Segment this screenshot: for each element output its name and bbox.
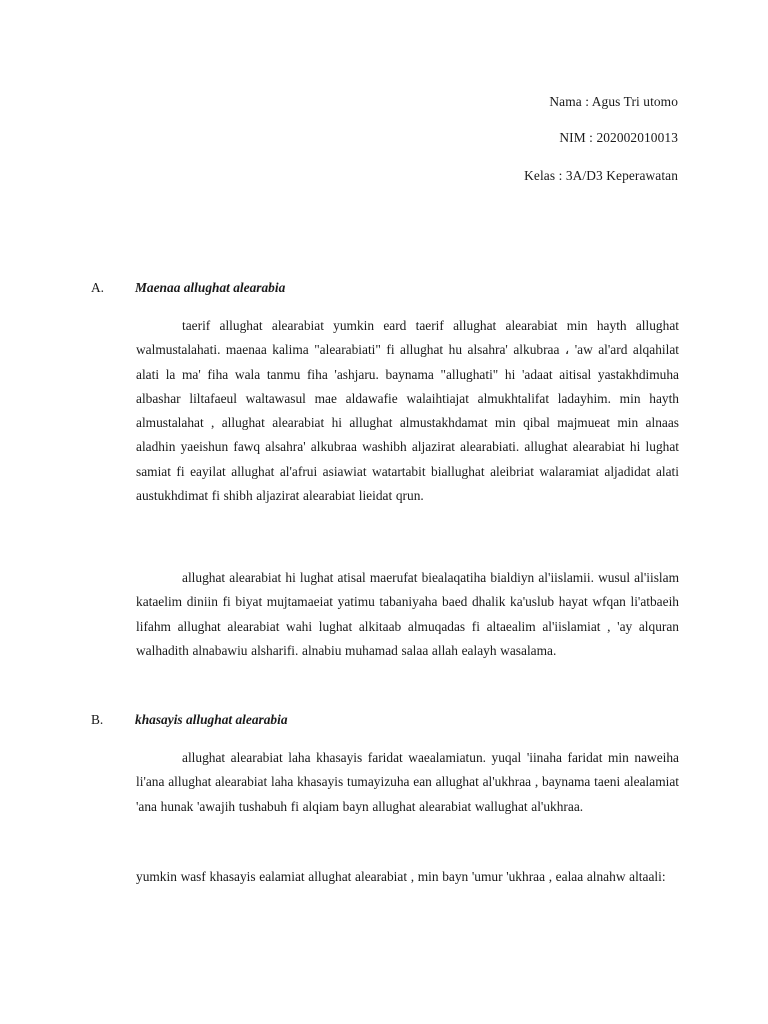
student-nim: NIM : 202002010013 bbox=[559, 130, 678, 145]
section-b-paragraph-2: yumkin wasf khasayis ealamiat allughat alearabiat , min bayn 'umur 'ukhraa , ealaa alnahw altaali: bbox=[136, 869, 666, 884]
section-b-paragraph-1: allughat alearabiat laha khasayis faridat waealamiatun. yuqal 'iinaha faridat min naweiha li'ana allughat alearabiat laha khasayis tumayizuha ean allughat al'ukhraa , baynama taeni alealamiat 'ana hunak 'awajih tushabuh fi alqiam bayn allughat alearabiat wallughat al'ukhraa. bbox=[136, 750, 679, 814]
student-name: Nama : Agus Tri utomo bbox=[549, 94, 678, 109]
section-a-marker: A. bbox=[91, 280, 105, 295]
section-b-title: khasayis allughat alearabia bbox=[135, 712, 288, 727]
section-a-title: Maenaa allughat alearabia bbox=[135, 280, 286, 295]
student-class: Kelas : 3A/D3 Keperawatan bbox=[524, 168, 678, 183]
section-a-paragraph-2: allughat alearabiat hi lughat atisal maerufat biealaqatiha bialdiyn al'iislamii. wusul al'iislam kataelim diniin fi biyat mujtamaeiat yatimu tabaniyaha baed dhalik ka'uslub hayat wfqan li'atbaeih lifahm allughat alearabiat wahi lughat alkitaab almuqadas fi altaealim al'iislamiat , 'ay alquran walhadith alnabawiu alsharifi. alnabiu muhamad salaa allah ealayh wasalama. bbox=[136, 570, 679, 658]
section-a-paragraph-1: taerif allughat alearabiat yumkin eard taerif allughat alearabiat min hayth allughat walmustalahati. maenaa kalima "alearabiati" fi allughat hu alsahra' alkubraa ، 'aw al'ard alqahilat alati la ma' fiha wala tanmu fiha 'ashjaru. baynama "allughati" hi 'adaat aitisal yastakhdimuha albashar liltafaeul waltawasul mae aldawafie walaihtiajat almukhtalifat ladayhim. min hayth almustalahat , allughat alearabiat hi allughat almustakhdamat min qibal majmueat min alnaas aladhin yaeishun fawq alsahra' alkubraa washibh aljazirat alearabiati. allughat alearabiat hi lughat samiat fi eayilat allughat al'afrui asiawiat watartabit biallughat aleibriat walaramiat aljadidat alati austukhdimat fi shibh aljazirat alearabiat lieidat qrun. bbox=[136, 318, 679, 504]
section-b-marker: B. bbox=[91, 712, 104, 727]
